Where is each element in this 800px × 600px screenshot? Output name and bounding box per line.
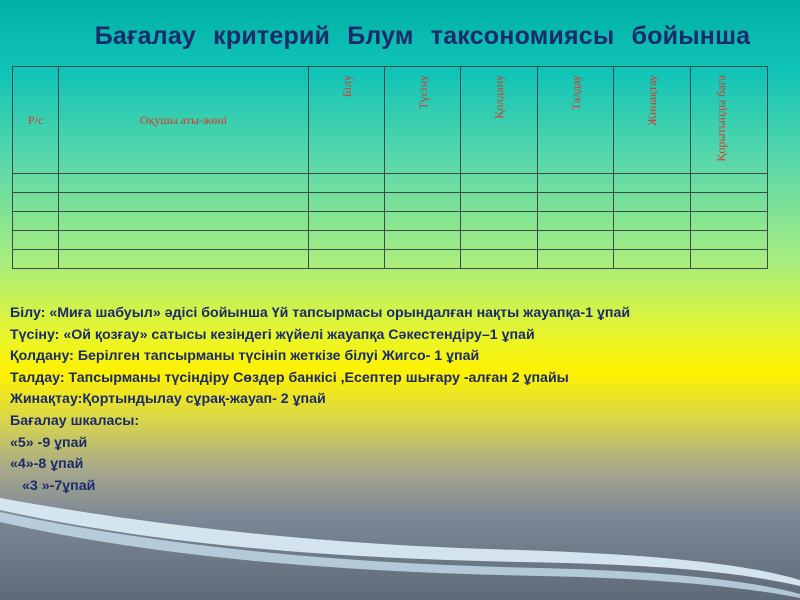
table-row xyxy=(13,212,768,231)
criteria-line-synthesis: Жинақтау:Қортындылау сұрақ-жауап- 2 ұпай xyxy=(10,391,326,408)
table-cell[interactable] xyxy=(691,212,768,231)
table-cell[interactable] xyxy=(691,174,768,193)
table-cell[interactable] xyxy=(59,250,309,269)
table-cell[interactable] xyxy=(461,174,538,193)
criteria-line-understanding: Түсіну: «Ой қозғау» сатысы кезіндегі жүйелі жауапқа Сәкестендіру–1 ұпай xyxy=(10,326,535,343)
header-student-name: Оқушы аты-жөні xyxy=(59,67,309,174)
table-cell[interactable] xyxy=(538,212,614,231)
table-cell[interactable] xyxy=(59,193,309,212)
table-cell[interactable] xyxy=(538,193,614,212)
criteria-line-analysis: Талдау: Тапсырманы түсіндіру Сөздер банкісі ,Есептер шығару -алған 2 ұпайы xyxy=(10,369,569,386)
header-application-label: Қолдану xyxy=(492,75,506,119)
table-cell[interactable] xyxy=(614,174,691,193)
header-final-grade xyxy=(691,67,768,174)
criteria-text xyxy=(10,303,800,497)
table-cell[interactable] xyxy=(13,250,59,269)
header-knowledge-label: Білу xyxy=(339,75,354,98)
header-final-grade-label: Қорытынды баға xyxy=(714,75,728,162)
table-cell[interactable] xyxy=(309,193,385,212)
slide-title: Бағалау критерий Блум таксономиясы бойынша xyxy=(94,22,751,50)
table-cell[interactable] xyxy=(538,250,614,269)
grading-scale-item: «4»-8 ұпай xyxy=(10,456,84,473)
header-synthesis-label: Жинақтау xyxy=(645,75,659,126)
grading-scale-item: «3 »-7ұпай xyxy=(22,477,96,494)
table-row xyxy=(13,174,768,193)
table-cell[interactable] xyxy=(461,250,538,269)
table-cell[interactable] xyxy=(385,174,461,193)
table-cell[interactable] xyxy=(309,231,385,250)
header-number: Р/с xyxy=(13,67,59,174)
table-cell[interactable] xyxy=(614,231,691,250)
grading-scale-item: «5» -9 ұпай xyxy=(10,434,88,451)
table-cell[interactable] xyxy=(385,193,461,212)
table-cell[interactable] xyxy=(59,174,309,193)
header-knowledge xyxy=(309,67,385,174)
table-cell[interactable] xyxy=(13,193,59,212)
table-cell[interactable] xyxy=(385,250,461,269)
table-cell[interactable] xyxy=(614,250,691,269)
table-cell[interactable] xyxy=(13,212,59,231)
table-cell[interactable] xyxy=(59,212,309,231)
table-cell[interactable] xyxy=(538,231,614,250)
table-cell[interactable] xyxy=(461,193,538,212)
table-cell[interactable] xyxy=(691,231,768,250)
header-analysis xyxy=(538,67,614,174)
grading-scale-heading: Бағалау шкаласы: xyxy=(10,412,140,429)
table-cell[interactable] xyxy=(691,250,768,269)
header-analysis-label: Талдау xyxy=(568,75,583,111)
table-row xyxy=(13,231,768,250)
table-cell[interactable] xyxy=(691,193,768,212)
criteria-line-application: Қолдану: Берілген тапсырманы түсініп жеткізе білуі Жигсо- 1 ұпай xyxy=(10,348,480,365)
assessment-table xyxy=(12,66,768,269)
table-cell[interactable] xyxy=(461,231,538,250)
table-cell[interactable] xyxy=(385,212,461,231)
table-cell[interactable] xyxy=(13,231,59,250)
table-cell[interactable] xyxy=(538,174,614,193)
header-understanding-label: Түсіну xyxy=(415,75,430,110)
table-row xyxy=(13,193,768,212)
table-cell[interactable] xyxy=(59,231,309,250)
table-cell[interactable] xyxy=(309,250,385,269)
header-synthesis xyxy=(614,67,691,174)
table-cell[interactable] xyxy=(461,212,538,231)
header-understanding xyxy=(385,67,461,174)
table-cell[interactable] xyxy=(614,212,691,231)
header-application xyxy=(461,67,538,174)
table-cell[interactable] xyxy=(13,174,59,193)
table-cell[interactable] xyxy=(309,174,385,193)
table-row xyxy=(13,250,768,269)
table-header-row xyxy=(13,67,768,174)
table-cell[interactable] xyxy=(309,212,385,231)
criteria-line-knowledge: Білу: «Миға шабуыл» әдісі бойынша Үй тапсырмасы орындалған нақты жауапқа-1 ұпай xyxy=(10,305,631,321)
table-cell[interactable] xyxy=(385,231,461,250)
table-cell[interactable] xyxy=(614,193,691,212)
